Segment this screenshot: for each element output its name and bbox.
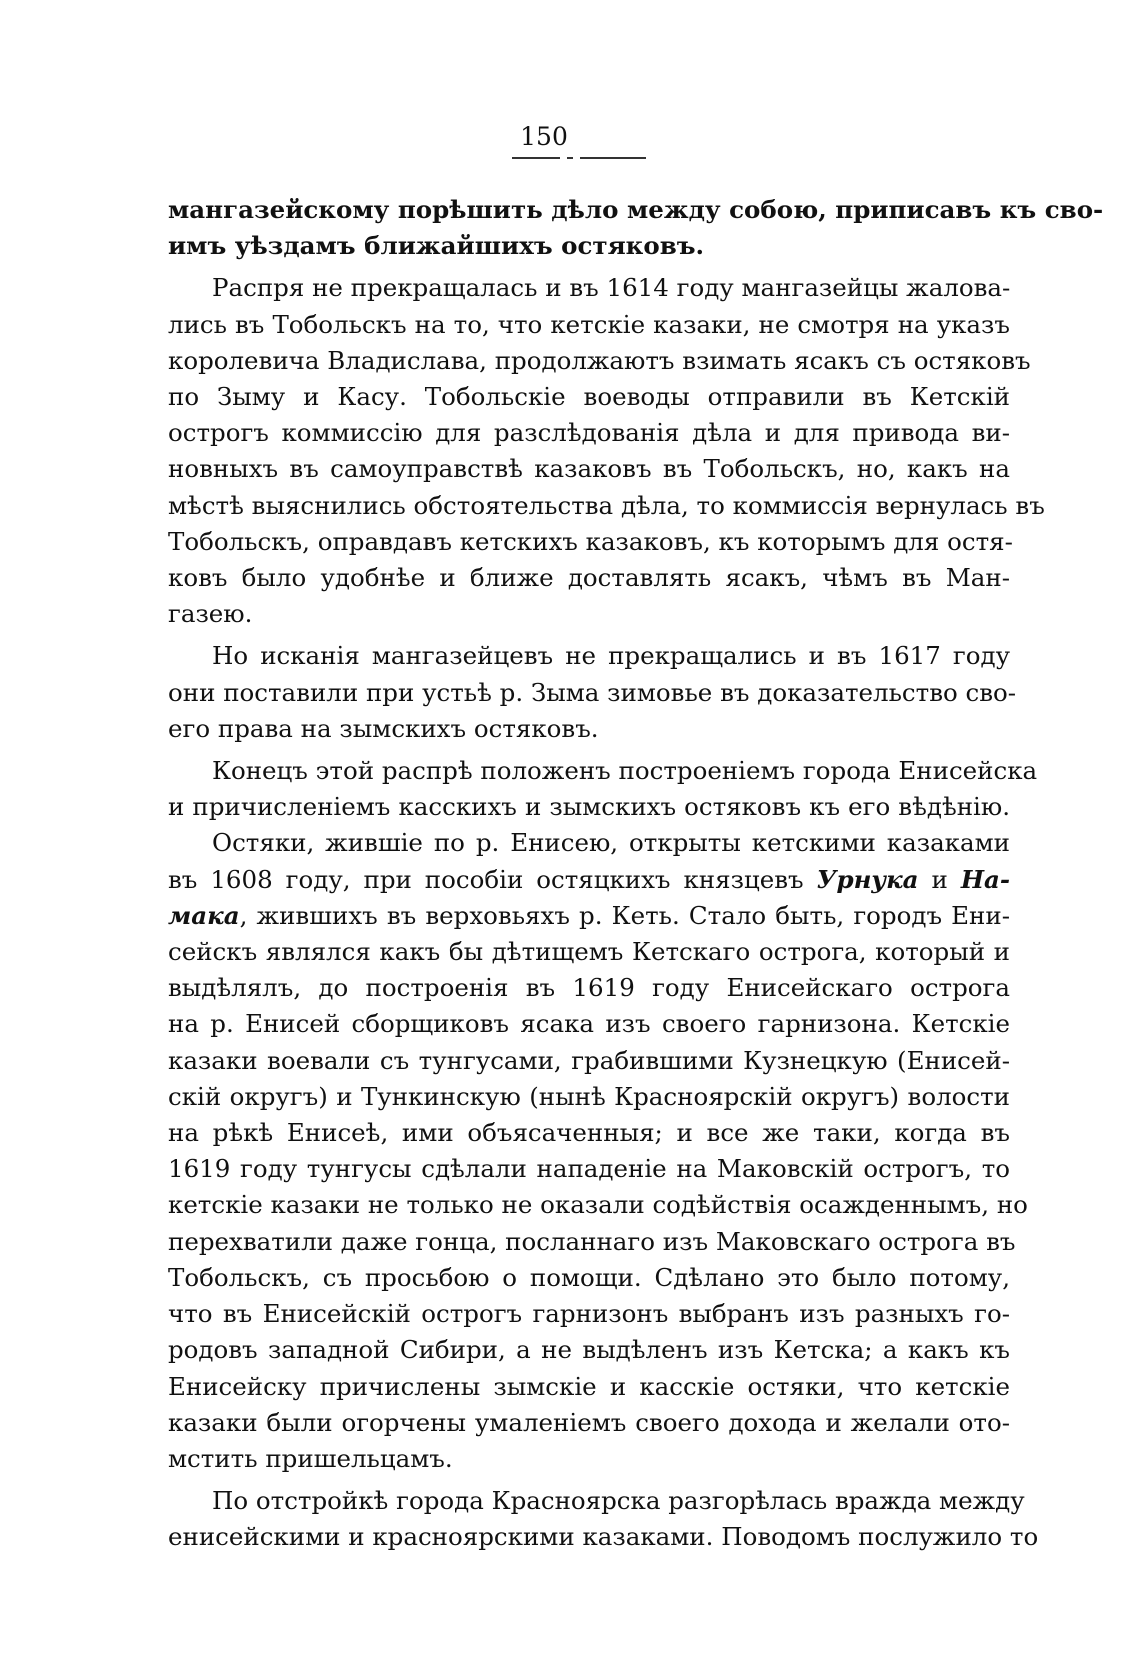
- text-line: Распря не прекращалась и въ 1614 году мангазейцы жалова-: [212, 273, 1011, 303]
- text-line: родовъ западной Сибири, а не выдѣленъ изъ Кетска; а какъ къ: [168, 1335, 1010, 1365]
- text-line: Конецъ этой распрѣ положенъ построеніемъ города Енисейска: [212, 756, 1038, 786]
- text-line: и причисленіемъ касскихъ и зымскихъ остяковъ къ его вѣдѣнію.: [168, 792, 1010, 822]
- text-line: [168, 862, 1010, 898]
- text-line: королевича Владислава, продолжаютъ взимать ясакъ съ остяковъ: [168, 345, 1031, 375]
- text-line: по Зыму и Касу. Тобольскіе воеводы отправили въ Кетскій: [168, 382, 1010, 412]
- text-line: По отстройкѣ города Красноярска разгорѣлась вражда между: [212, 1486, 1025, 1516]
- text-run: въ 1608 году, при пособіи остяцкихъ князцевъ: [168, 864, 817, 894]
- text-line: перехватили даже гонца, посланнаго изъ Маковскаго острога въ: [168, 1226, 1016, 1256]
- text-line: Енисейску причислены зымскіе и касскіе остяки, что кетскіе: [168, 1371, 1010, 1401]
- text-line: мѣстѣ выяснились обстоятельства дѣла, то коммиссія вернулась въ: [168, 490, 1045, 520]
- text-line: Остяки, жившіе по р. Енисею, открыты кетскими казаками: [212, 828, 1010, 858]
- italic-name: Урнука: [816, 864, 919, 894]
- paragraph: [168, 1483, 1039, 1555]
- paragraph: [168, 825, 1028, 1477]
- text-line: ковъ было удобнѣе и ближе доставлять ясакъ, чѣмъ въ Ман-: [168, 563, 1010, 593]
- text-line: имъ уѣздамъ ближайшихъ остяковъ.: [168, 231, 705, 261]
- text-line: выдѣлялъ, до построенія въ 1619 году Енисейскаго острога: [168, 973, 1010, 1003]
- text-line: газею.: [168, 599, 253, 629]
- paragraph: [168, 192, 1104, 264]
- header-rule-right: [580, 157, 646, 159]
- text-run: и: [918, 864, 961, 894]
- page-number: 150: [520, 122, 568, 151]
- body-text: [168, 192, 1104, 1556]
- text-line: Но исканія мангазейцевъ не прекращались и въ 1617 году: [212, 641, 1010, 671]
- text-line: они поставили при устьѣ р. Зыма зимовье въ доказательство сво-: [168, 677, 1017, 707]
- text-line: 1619 году тунгусы сдѣлали нападеніе на Маковскій острогъ, то: [168, 1154, 1010, 1184]
- paragraph: [168, 270, 1045, 632]
- header-rule-left: [512, 157, 560, 159]
- italic-name: мака: [168, 900, 240, 930]
- text-line: енисейскими и красноярскими казаками. Поводомъ послужило то: [168, 1522, 1039, 1552]
- text-line: сейскъ являлся какъ бы дѣтищемъ Кетскаго острога, который и: [168, 937, 1010, 967]
- text-line: лись въ Тобольскъ на то, что кетскіе казаки, не смотря на указъ: [168, 309, 1010, 339]
- text-line: [168, 898, 1010, 934]
- text-line: кетскіе казаки не только не оказали содѣйствія осажденнымъ, но: [168, 1190, 1028, 1220]
- text-line: на р. Енисей сборщиковъ ясака изъ своего гарнизона. Кетскіе: [168, 1009, 1010, 1039]
- text-line: что въ Енисейскій острогъ гарнизонъ выбранъ изъ разныхъ го-: [168, 1299, 1010, 1329]
- text-line: острогъ коммиссію для разслѣдованія дѣла и для привода ви-: [168, 418, 1010, 448]
- text-line: скій округъ) и Тункинскую (нынѣ Красноярскій округъ) волости: [168, 1081, 1010, 1111]
- text-line: казаки были огорчены умаленіемъ своего дохода и желали ото-: [168, 1407, 1010, 1437]
- text-line: мстить пришельцамъ.: [168, 1443, 453, 1473]
- text-run: , жившихъ въ верховьяхъ р. Кеть. Стало быть, городъ Ени-: [239, 900, 1010, 930]
- text-line: новныхъ въ самоуправствѣ казаковъ въ Тобольскъ, но, какъ на: [168, 454, 1010, 484]
- text-line: Тобольскъ, съ просьбою о помощи. Сдѣлано это было потому,: [168, 1262, 1010, 1292]
- paragraph: [168, 753, 1038, 825]
- text-line: казаки воевали съ тунгусами, грабившими Кузнецкую (Енисей-: [168, 1045, 1010, 1075]
- text-line: Тобольскъ, оправдавъ кетскихъ казаковъ, къ которымъ для остя-: [168, 526, 1013, 556]
- text-line: его права на зымскихъ остяковъ.: [168, 713, 599, 743]
- text-line: на рѣкѣ Енисеѣ, ими объясаченныя; и все же таки, когда въ: [168, 1118, 1010, 1148]
- header-rule-middle: [567, 157, 573, 159]
- paragraph: [168, 638, 1017, 747]
- italic-name: На-: [960, 864, 1011, 894]
- text-line: мангазейскому порѣшить дѣло между собою, приписавъ къ сво-: [168, 195, 1104, 224]
